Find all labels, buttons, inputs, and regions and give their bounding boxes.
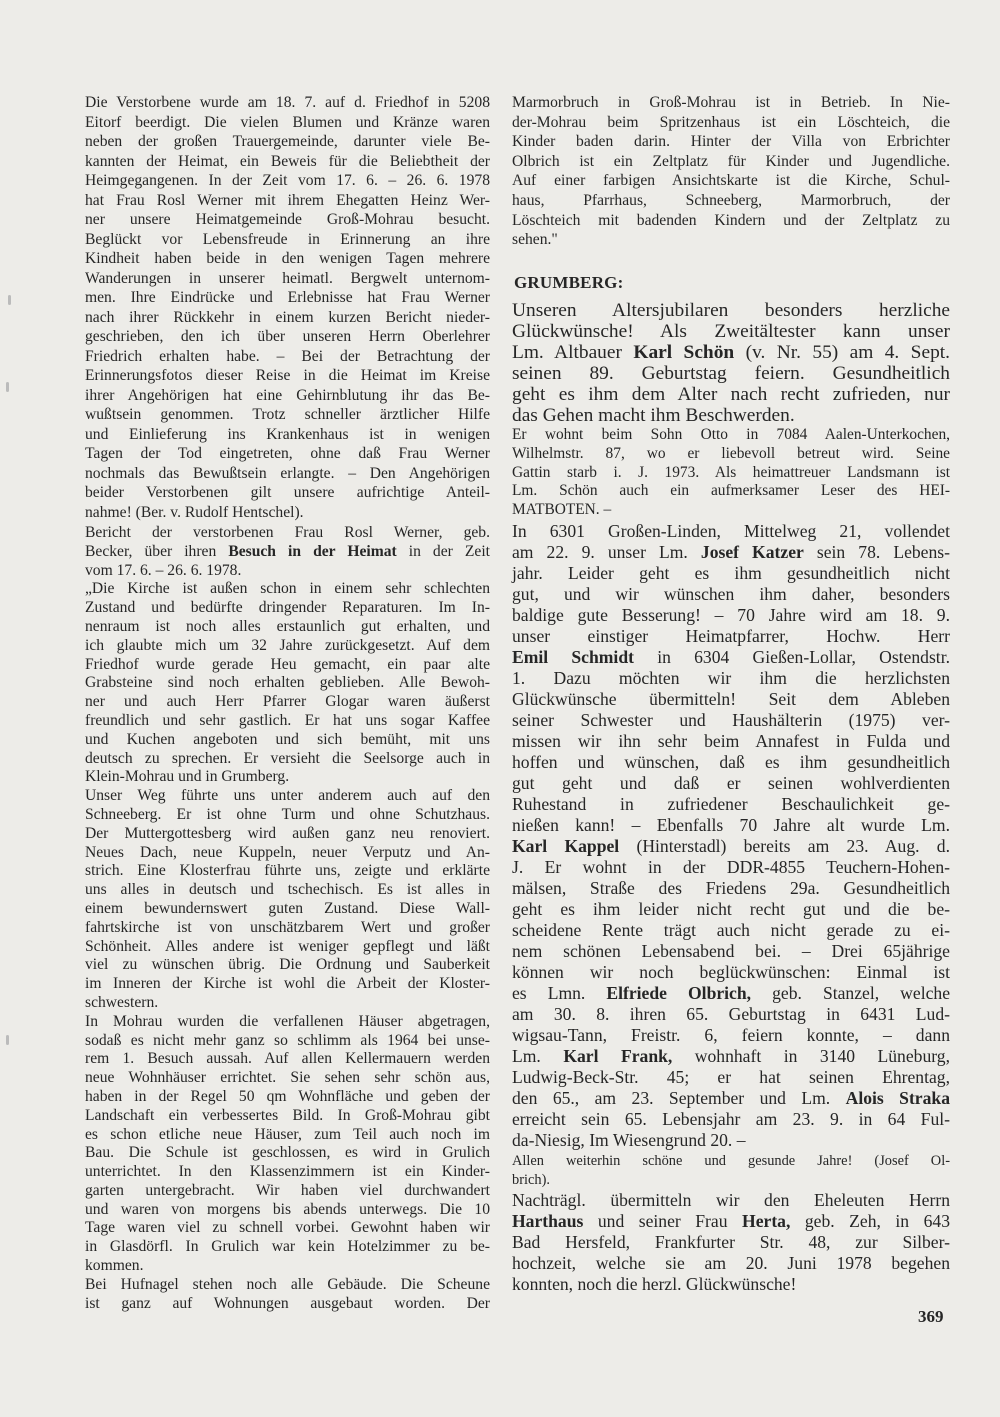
text-line: schwestern. [85, 993, 159, 1011]
text-line: mälsen, Straße des Friedens 29a. Gesundheitlich [512, 878, 950, 898]
text-line: sodaß es nicht mehr ganz so schlimm als 1964 bei unse- [85, 1031, 490, 1049]
text-line: Ludwig-Beck-Str. 45; er hat seinen Ehrentag, [512, 1067, 950, 1087]
text-line: ner und auch Herr Pfarrer Glogar waren äußerst [85, 693, 490, 711]
text-line: Die Verstorbene wurde am 18. 7. auf d. Friedhof in 5208 [85, 94, 490, 111]
text-line: Heimgegangenen. In der Zeit vom 17. 6. – 26. 6. 1978 [85, 172, 490, 189]
text-line: Unseren Altersjubilaren besonders herzliche [512, 300, 950, 321]
text-line: können wir noch beglückwünschen: Einmal ist [512, 962, 950, 982]
text-line: haus, Pfarrhaus, Schneeberg, Marmorbruch, der [512, 191, 950, 209]
text-segment: geb. Zeh, in 643 [790, 1211, 950, 1231]
birthday-greetings-lead [512, 300, 950, 426]
text-line: gut geht und daß er seinen wohlverdienten [512, 773, 950, 793]
bold-name: Karl Schön [633, 342, 735, 363]
text-line: der-Mohrau beim Spritzenhaus ist ein Löschteich, die [512, 113, 950, 131]
text-line: Schneeberg. Er ist ohne Turm und ohne Schutzhaus. [85, 805, 490, 823]
text-line: In 6301 Großen-Linden, Mittelweg 21, vollendet [512, 521, 950, 541]
text-line [512, 983, 950, 1004]
text-line: hoffen und wünschen, daß es ihm gesundheitlich [512, 752, 950, 772]
text-line: viel zu wünschen übrig. Die Ordnung und Sauberkeit [85, 956, 490, 974]
text-line: ner unsere Heimatgemeinde Groß-Mohrau besucht. [85, 211, 490, 228]
text-line: Bad Hersfeld, Frankfurter Str. 48, zur Silber- [512, 1232, 950, 1252]
text-line: konnten, noch die herzl. Glückwünsche! [512, 1274, 797, 1294]
text-line: kannten der Heimat, ein Beweis für die Beliebtheit der [85, 152, 490, 170]
text-line: Bau. Die Schule ist geschlossen, es wird in Grulich [85, 1144, 490, 1162]
text-line: beider Verstorbenen gilt unsere aufrichtige Anteil- [85, 484, 490, 501]
bold-name: Emil Schmidt [512, 647, 634, 667]
text-line: Bei Hufnagel stehen noch alle Gebäude. Die Scheune [85, 1275, 490, 1293]
text-line: Unser Weg führte uns unter anderem auch auf den [85, 787, 490, 805]
text-line: gut, und wir wünschen ihm daher, besonders [512, 584, 950, 604]
text-line: und Einlieferung ins Krankenhaus ist in wenigen [85, 425, 490, 443]
text-line: Tagen der Tod eingetreten, ohne daß Frau Werner [85, 445, 490, 462]
text-line: in Glasdörfl. In Grulich war kein Hotelzimmer zu be- [85, 1238, 490, 1256]
text-line: Erinnerungsfotos dieser Reise in die Heimat im Kreise [85, 367, 490, 384]
text-segment: sein 78. Lebens- [803, 542, 950, 562]
text-line: erreicht sein 65. Lebensjahr am 23. 9. in 64 Ful- [512, 1109, 950, 1129]
text-segment: (Hinterstadl) bereits am 23. Aug. d. [619, 836, 951, 856]
text-line [512, 342, 950, 363]
text-line: Nachträgl. übermitteln wir den Eheleuten Herrn [512, 1190, 950, 1210]
closing-wishes [512, 1152, 950, 1189]
text-segment: geb. Stanzel, welche [751, 983, 950, 1003]
text-line: geht es ihm dem Alter nach recht zufrieden, nur [512, 384, 950, 405]
bold-name: Karl Kappel [512, 836, 620, 856]
text-line: Friedhof wurde gerade Heu gemacht, ein paar alte [85, 655, 490, 673]
text-line: und Kuchen angeboten und sich bemüht, mit uns [85, 730, 490, 748]
text-line [512, 542, 950, 563]
text-line: Ruhestand in zufriedener Beschaulichkeit ge- [512, 794, 950, 814]
right-column-report-continuation [512, 93, 950, 250]
text-line: Glückwünsche übermitteln! Seit dem Ableben [512, 689, 950, 709]
text-line: kommen. [85, 1257, 144, 1275]
text-line: Der Muttergottesberg wird außen ganz neu renoviert. [85, 824, 490, 842]
text-line: Glückwünsche! Als Zweitältester kann unser [512, 321, 950, 342]
text-line: ist ganz auf Wohnungen ausgebaut worden. Der [85, 1294, 490, 1312]
text-line: fahrtskirche ist von unschätzbarem Wert und großer [85, 918, 490, 936]
text-line [512, 1211, 950, 1232]
text-line: nach ihrer Rückkehr in einem kurzen Bericht nieder- [85, 308, 490, 326]
bold-name: Josef Katzer [700, 542, 804, 562]
bold-name: Elfriede Olbrich, [606, 983, 752, 1003]
text-line: men. Ihre Eindrücke und Erlebnisse hat Frau Werner [85, 289, 490, 306]
text-line: vom 17. 6. – 26. 6. 1978. [85, 561, 242, 579]
text-segment: (v. Nr. 55) am 4. Sept. [734, 342, 951, 363]
bold-name: Besuch in der Heimat [228, 542, 397, 560]
text-line: Bericht der verstorbenen Frau Rosl Werner, geb. [85, 524, 490, 541]
text-segment: Lm. [512, 1046, 564, 1066]
text-line: „Die Kirche ist außen schon in einem sehr schlechten [85, 580, 490, 598]
text-line [512, 836, 950, 857]
text-line: hochzeit, welche sie am 20. Juni 1978 begehen [512, 1253, 950, 1273]
text-segment: Becker, über ihren [85, 542, 229, 560]
text-line: Zustand und bedürfte dringender Reparaturen. Im In- [85, 599, 490, 617]
section-heading-grumberg: GRUMBERG: [514, 273, 624, 292]
text-line: im Inneren der Kirche ist wohl die Arbeit der Kloster- [85, 975, 490, 993]
text-line: rem 1. Besuch aussah. Auf allen Kellermauern werden [85, 1050, 490, 1068]
text-segment: in 6304 Gießen-Lollar, Ostendstr. [633, 647, 950, 667]
text-line: Löschteich mit badenden Kindern und der Zeltplatz zu [512, 211, 950, 229]
birthday-greetings-detail [512, 426, 950, 520]
text-line: Grabsteine sind noch erhalten geblieben. Alle Bewoh- [85, 674, 490, 692]
text-line: seinen 89. Geburtstag feiern. Gesundheitlich [512, 363, 950, 384]
text-line: einem bewundernswert guten Zustand. Diese Wall- [85, 899, 490, 917]
text-line: In Mohrau wurden die verfallenen Häuser abgetragen, [85, 1012, 490, 1030]
text-segment: am 22. 9. unser Lm. [512, 542, 701, 562]
text-line: uns alles in deutsch und tschechisch. Es ist alles in [85, 881, 490, 899]
text-line: seiner Schwester und Haushälterin (1975) ver- [512, 710, 950, 730]
bold-name: Herta, [742, 1211, 791, 1231]
text-line: wußtsein genommen. Trotz schneller ärztlicher Hilfe [85, 406, 490, 423]
text-line: und waren von morgens bis abends unterwegs. Die 10 [85, 1200, 490, 1218]
bold-name: Karl Frank, [563, 1046, 673, 1066]
text-line: missen wir ihn sehr beim Annafest in Fulda und [512, 731, 950, 751]
text-line: hat Frau Rosl Werner mit ihrem Ehegatten Heinz Wer- [85, 191, 490, 209]
text-line: neben der großen Trauergemeinde, darunter viele Be- [85, 133, 490, 150]
text-segment: den 65., am 23. September und Lm. [512, 1088, 846, 1108]
text-line: nem schönen Lebensabend bei. – Drei 65jährige [512, 941, 950, 961]
text-line: Eitorf beerdigt. Die vielen Blumen und Kränze waren [85, 113, 490, 131]
text-line: unser einstiger Heimatpfarrer, Hochw. Herr [512, 626, 950, 646]
text-line: Auf einer farbigen Ansichtskarte ist die Kirche, Schul- [512, 172, 950, 190]
text-line: geschrieben, den ich über unseren Herrn Oberlehrer [85, 328, 490, 345]
text-line [512, 1046, 950, 1067]
text-line: freundlich und sehr gastlich. Er hat uns sogar Kaffee [85, 711, 490, 729]
scan-margin-mark [6, 382, 9, 392]
scan-margin-mark [8, 295, 11, 305]
scan-margin-mark [6, 1035, 9, 1045]
text-line: nenraum ist noch alles erstaunlich gut erhalten, und [85, 617, 490, 635]
text-line: neue Wohnhäuser errichtet. Sie sehen sehr schön aus, [85, 1069, 490, 1087]
text-line: 1. Dazu möchten wir ihm die herzlichsten [512, 668, 950, 688]
text-line: das Gehen macht ihm Beschwerden. [512, 405, 795, 426]
text-segment: und seiner Frau [583, 1211, 743, 1231]
text-line: Kindheit haben beide in den wenigen Tagen mehrere [85, 250, 490, 267]
left-column-obituary-text [85, 93, 490, 522]
text-line: Gattin starb i. J. 1973. Als heimattreuer Landsmann ist [512, 463, 950, 481]
text-line: jahr. Leider geht es ihm gesundheitlich nicht [512, 563, 950, 583]
text-line: haben in der Regel 50 qm Wohnfläche und geben der [85, 1087, 490, 1105]
text-line: ich glaubte mich um 32 Jahre zurückgesetzt. Auf dem [85, 636, 490, 654]
text-line: garten untergebracht. Wir haben viel durchwandert [85, 1181, 490, 1199]
text-segment: wohnhaft in 3140 Lüneburg, [672, 1046, 950, 1066]
text-line: Er wohnt beim Sohn Otto in 7084 Aalen-Unterkochen, [512, 426, 950, 443]
text-line: Beglückt vor Lebensfreude in Erinnerung an ihre [85, 230, 490, 248]
text-line: nahme! (Ber. v. Rudolf Hentschel). [85, 503, 304, 521]
text-line: Neues Dach, neue Kuppeln, neuer Verputz und An- [85, 843, 490, 861]
text-line: Wilhelmstr. 87, wo er liebevoll betreut wird. Seine [512, 444, 950, 462]
text-line [85, 543, 490, 562]
text-line: MATBOTEN. – [512, 501, 612, 519]
text-line [512, 647, 950, 668]
text-segment: in der Zeit [396, 542, 490, 560]
text-line: deutsch zu sprechen. Er versieht die Seelsorge auch in [85, 749, 490, 767]
text-line: strich. Eine Klosterfrau führte uns, zeigte und erklärte [85, 862, 490, 880]
text-line: scheidene Rente trägt auch nicht gerade zu ei- [512, 920, 950, 940]
text-line: sehen." [512, 231, 558, 249]
page-number: 369 [918, 1307, 944, 1326]
text-line: Olbrich ist ein Zeltplatz für Kinder und Jugendliche. [512, 152, 950, 170]
text-line: ihrer Angehörigen hat eine Gehirnblutung ihr das Be- [85, 386, 490, 404]
birthday-greetings-list [512, 521, 950, 1151]
text-line: Marmorbruch in Groß-Mohrau ist in Betrieb. In Nie- [512, 94, 950, 111]
text-line: nochmals das Bewußtsein erlangte. – Den Angehörigen [85, 464, 490, 482]
text-line: J. Er wohnt in der DDR-4855 Teuchern-Hohen- [512, 857, 950, 877]
text-line: Kinder baden darin. Hinter der Villa von Erbrichter [512, 133, 950, 151]
text-line: Landschaft ein verbessertes Bild. In Groß-Mohrau gibt [85, 1106, 490, 1124]
text-line: nießen kann! – Ebenfalls 70 Jahre alt wurde Lm. [512, 815, 950, 835]
text-line: Klein-Mohrau und in Grumberg. [85, 768, 290, 786]
left-column-travel-report [85, 524, 490, 1313]
silver-wedding-greeting [512, 1190, 950, 1295]
bold-name: Alois Straka [845, 1088, 950, 1108]
text-segment: Lm. Altbauer [512, 342, 634, 363]
text-line: baldige gute Besserung! – 70 Jahre wird am 18. 9. [512, 605, 950, 625]
text-segment: es Lmn. [512, 983, 607, 1003]
text-line: wigsau-Tann, Freistr. 6, feiern konnte, – dann [512, 1025, 950, 1045]
text-line: Allen weiterhin schöne und gesunde Jahre! (Josef Ol- [512, 1153, 950, 1169]
text-line: unterrichtet. In den Klassenzimmern ist ein Kinder- [85, 1163, 490, 1181]
text-line [512, 1088, 950, 1109]
text-line: es schon etliche neue Häuser, zum Teil auch noch im [85, 1125, 490, 1143]
text-line: am 30. 8. ihren 65. Geburtstag in 6431 Lud- [512, 1004, 950, 1024]
bold-name: Harthaus [512, 1211, 584, 1231]
text-line: Tage waren viel zu schnell vorbei. Gewohnt haben wir [85, 1219, 490, 1237]
text-line: Wanderungen in unserer heimatl. Bergwelt unternom- [85, 269, 490, 287]
text-line: brich). [512, 1171, 550, 1188]
text-line: Schönheit. Alles andere ist weniger gepflegt und läßt [85, 937, 490, 955]
text-line: Friedrich erhalten habe. – Bei der Betrachtung der [85, 347, 490, 365]
text-line: da-Niesig, Im Wiesengrund 20. – [512, 1130, 746, 1150]
text-line: Lm. Schön auch ein aufmerksamer Leser des HEI- [512, 482, 950, 500]
text-line: geht es ihm leider nicht recht gut und die be- [512, 899, 950, 919]
